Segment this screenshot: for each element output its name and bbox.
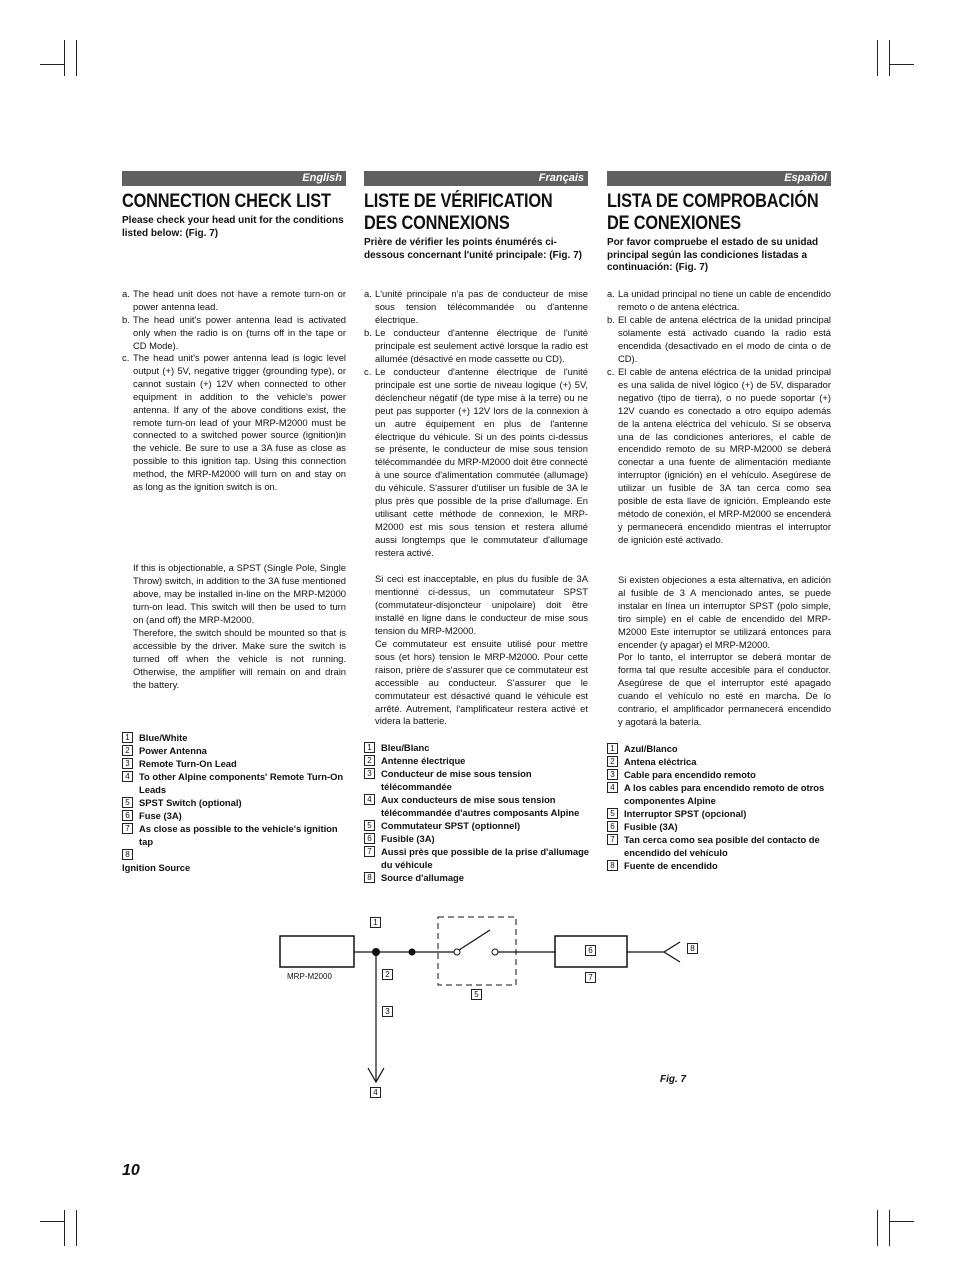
legend-item: 6 Fusible (3A) xyxy=(364,832,590,845)
english-item-a: a. The head unit does not have a remote turn-on or power antenna lead. xyxy=(122,288,346,312)
english-para-2: Therefore, the switch should be mounted so that is accessible by the driver. Make sure the switch is turned off when the vehicle is not running. Otherwise, the amplifier will remain on and drain the battery. xyxy=(133,627,346,690)
language-bar-francais: Français xyxy=(364,171,588,186)
diagram-label-8: 8 xyxy=(687,943,698,954)
legend-item: 6 Fuse (3A) xyxy=(122,809,348,822)
legend-item: 7 Tan cerca como sea posible del contacto de encendido del vehículo xyxy=(607,833,833,859)
francais-item-a: a. L'unité principale n'a pas de conducteur de mise sous tension télécommandée ou d'antenne électrique. xyxy=(364,288,588,325)
legend-item: 4 Aux conducteurs de mise sous tension télécommandée d'autres composants Alpine xyxy=(364,793,590,819)
francais-item-b: b. Le conducteur d'antenne électrique de l'unité principale est seulement activé lorsque la radio est allumée (désactivé en mode cassette ou CD). xyxy=(364,327,588,364)
francais-para-1: Si ceci est inacceptable, en plus du fusible de 3A mentionné ci-dessus, un commutateur SPST (commutateur-disjoncteur unipolaire) doit être installé en ligne dans le conducteur de mise sous tension du MRP-M2000. xyxy=(375,573,588,636)
ignition-arrow xyxy=(664,942,680,962)
francais-para-2: Ce commutateur est ensuite utilisé pour mettre sous (et hors) tension le MRP-M2000. Pour cette raison, prière de s'assurer que ce commutateur est accessible au conducteur. S'assurer que le commutateur est désactivé quand le véhicule est arrêté. Autrement, l'amplificateur restera activé et videra la batterie. xyxy=(375,638,588,727)
legend-item: 7 Aussi près que possible de la prise d'allumage du véhicule xyxy=(364,845,590,871)
legend-item: 2 Power Antenna xyxy=(122,744,348,757)
amplifier-box xyxy=(280,936,354,967)
language-bar-espanol: Español xyxy=(607,171,831,186)
espanol-item-b: b. El cable de antena eléctrica de la unidad principal solamente está activado cuando la radio está encendida (desactivado en el modo de cinta o de CD). xyxy=(607,314,831,364)
espanol-item-c: c. El cable de antena eléctrica de la unidad principal es una salida de nivel lógico (+) de 5V, disparador negativo (tipo de tierra), o no puede soportar (+) 12V cuando es conectado a otro equipo además de la antena eléctrica del vehículo. Si se observa una de las condiciones anteriores, el cable de encendido remoto de su MRP-M2000 se deberá conectar a una fuente de alimentación mediante interruptor (ignición) en el vehículo. Asegúrese de utilizar un fusible de 3A tan cerca como sea posible de esta llave de ignición. Empleando este método de conexión, el MRP-M2000 se encenderá y permanecerá encendido mientras el interruptor de ignición esté activado. xyxy=(607,366,831,545)
page-number: 10 xyxy=(122,1162,140,1179)
junction-dot-2 xyxy=(409,949,416,956)
espanol-para-1: Si existen objeciones a esta alternativa, en adición al fusible de 3 A mencionado antes, se puede instalar en línea un interruptor SPST (polo simple, tiro simple) en el cable de encendido del MRP-M2000 Este interruptor se utilizará entonces para encender (y apagar) el MRP-M2000. xyxy=(618,574,831,650)
francais-title: LISTE DE VÉRIFICATION DES CONNEXIONS xyxy=(364,191,553,234)
espanol-title: LISTA DE COMPROBACIÓN DE CONEXIONES xyxy=(607,191,819,234)
switch-contact-right xyxy=(492,949,498,955)
switch-enclosure xyxy=(438,917,516,985)
legend-item: 7 As close as possible to the vehicle's ignition tap xyxy=(122,822,348,848)
english-para-1: If this is objectionable, a SPST (Single Pole, Single Throw) switch, in addition to the 3A fuse mentioned above, may be installed in-line on the MRP-M2000 turn-on lead. This switch will then be used to turn on (and off) the MRP-M2000. xyxy=(133,562,346,625)
legend-item: 5 Interruptor SPST (opcional) xyxy=(607,807,833,820)
legend-item: 8 Source d'allumage xyxy=(364,871,590,884)
diagram-label-2: 2 xyxy=(382,969,393,980)
diagram-label-7: 7 xyxy=(585,972,596,983)
legend-item: 5 SPST Switch (optional) xyxy=(122,796,348,809)
legend-item: 8 Ignition Source xyxy=(122,850,191,873)
diagram-label-6: 6 xyxy=(585,945,596,956)
legend-item: 2 Antenne électrique xyxy=(364,754,590,767)
legend-item: 5 Commutateur SPST (optionnel) xyxy=(364,819,590,832)
figure-label: Fig. 7 xyxy=(660,1074,687,1085)
legend-item: 8 Fuente de encendido xyxy=(607,859,833,872)
legend-item: 1 Azul/Blanco xyxy=(607,742,833,755)
francais-intro: Prière de vérifier les points énumérés ci-dessous concernant l'unité principale: (Fig. 7) xyxy=(364,237,582,261)
francais-item-c: c. Le conducteur d'antenne électrique de l'unité principale est une sortie de niveau logique (+) 5V, déclencheur négatif (de type mise à la terre) ou ne peut pas supporter (+) 12V lors de la connexion à un autre équipement en plus de l'antenne électrique du véhicule. Si un des points ci-dessus se présente, le conducteur de mise sous tension télécommandée du MRP-M2000 doit être connecté à une source d'alimentation commutée (allumage) du véhicule. S'assurer d'utiliser un fusible de 3A le plus près que possible de la prise d'allumage. En utilisant cette méthode de connexion, le MRP-M2000 est mis sous tension et restera allumé aussi longtemps que le commutateur d'allumage restera activé. xyxy=(364,366,588,558)
legend-item: 3 Remote Turn-On Lead xyxy=(122,757,348,770)
legend-item: 4 A los cables para encendido remoto de otros componentes Alpine xyxy=(607,781,833,807)
switch-blade xyxy=(459,930,490,950)
espanol-para-2: Por lo tanto, el interruptor se deberá montar de forma tal que resulte accesible para el conductor. Asegúrese de que el interruptor esté apagado cuando el vehículo no esté en marcha. De lo contrario, el amplificador permanecerá encendido y agotará la batería. xyxy=(618,651,831,727)
amplifier-label: MRP-M2000 xyxy=(287,972,332,981)
legend-item: 4 To other Alpine components' Remote Turn-On Leads xyxy=(122,770,348,796)
legend-item: 1 Bleu/Blanc xyxy=(364,741,590,754)
english-item-b: b. The head unit's power antenna lead is activated only when the radio is on (turns off in the tape or CD Mode). xyxy=(122,314,346,351)
legend-item: 3 Cable para encendido remoto xyxy=(607,768,833,781)
legend-item: 3 Conducteur de mise sous tension télécommandée xyxy=(364,767,590,793)
legend-item: 2 Antena eléctrica xyxy=(607,755,833,768)
diagram-label-3: 3 xyxy=(382,1006,393,1017)
espanol-intro: Por favor compruebe el estado de su unidad principal según las condiciones listadas a continuación: (Fig. 7) xyxy=(607,237,819,274)
legend-item: 6 Fusible (3A) xyxy=(607,820,833,833)
english-item-c: c. The head unit's power antenna lead is logic level output (+) 5V, negative trigger (grounding type), or cannot sustain (+) 12V when connected to other equipment in addition to the vehicle's power antenna. If any of the above conditions exist, the remote turn-on lead of your MRP-M2000 must be connected to a switched power source (ignition)in the vehicle. Be sure to use a 3A fuse as close as possible to this ignition tap. Using this connection method, the MRP-M2000 will turn on and stay on as long as the ignition switch is on. xyxy=(122,352,346,493)
diagram-label-1: 1 xyxy=(370,917,381,928)
espanol-item-a: a. La unidad principal no tiene un cable de encendido remoto o de antena eléctrica. xyxy=(607,288,831,312)
language-bar-english: English xyxy=(122,171,346,186)
diagram-label-4: 4 xyxy=(370,1087,381,1098)
english-intro: Please check your head unit for the conditions listed below: (Fig. 7) xyxy=(122,215,344,239)
english-title: CONNECTION CHECK LIST xyxy=(122,191,331,212)
legend-item: 1 Blue/White xyxy=(122,731,348,744)
diagram-label-5: 5 xyxy=(471,989,482,1000)
